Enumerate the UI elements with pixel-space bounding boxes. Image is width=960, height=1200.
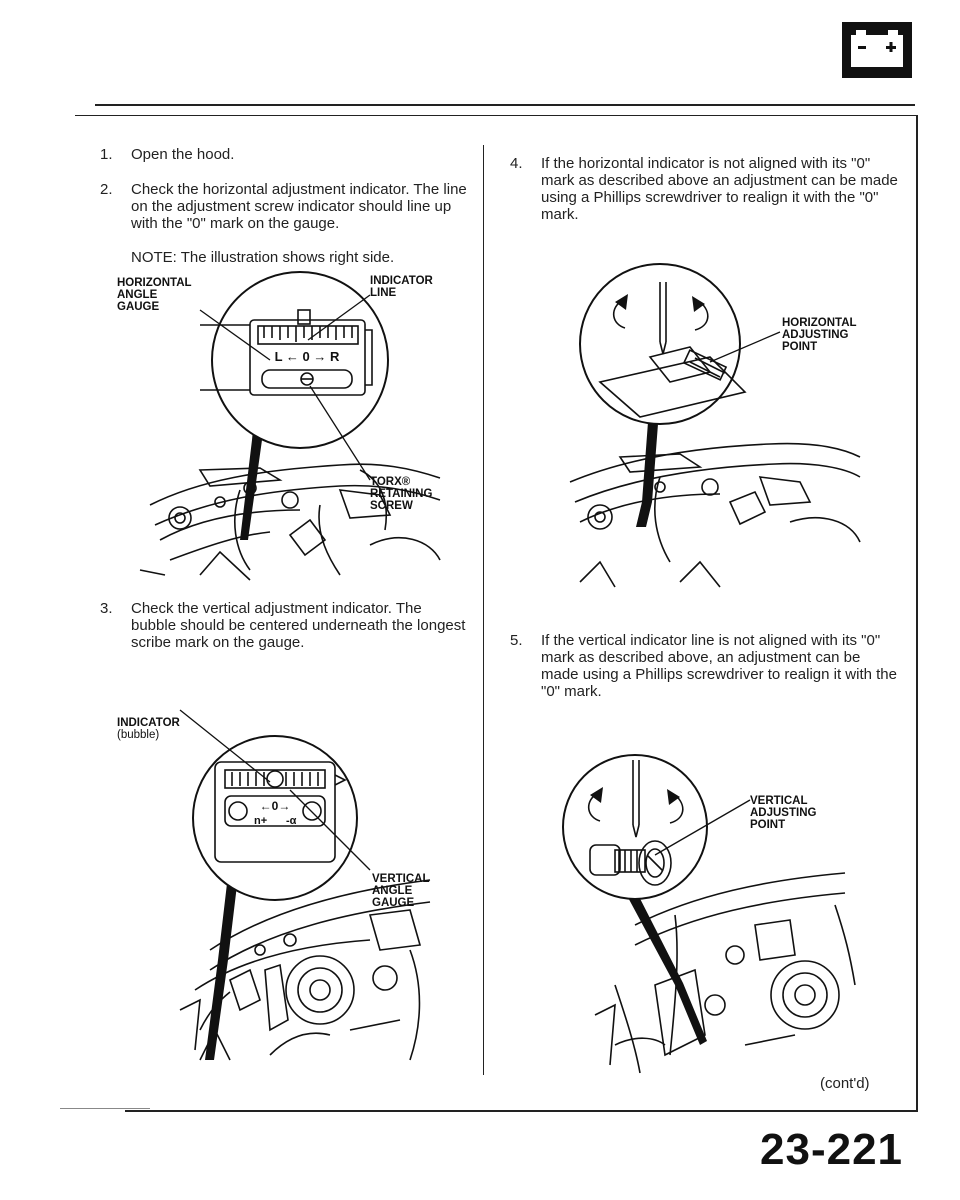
horizontal-adjusting-illustration: [560, 262, 880, 597]
horizontal-gauge-illustration: [140, 290, 460, 590]
battery-icon: [842, 22, 912, 78]
step-4-number: 4.: [510, 155, 523, 172]
step-4-text: If the horizontal indicator is not aligned with its "0" mark as described above an adjustment can be made using a Phillips screwdriver to realign it with the "0" mark.: [541, 155, 898, 223]
step-3-number: 3.: [100, 600, 113, 617]
step-2: [100, 181, 470, 232]
label-indicator-line: INDICATOR LINE: [370, 275, 433, 299]
step-5-text: If the vertical indicator line is not aligned with its "0" mark as described above, an adjustment can be made using a Phillips screwdriver to realign it with the "0" mark.: [541, 632, 897, 700]
label-vertical-adjusting-point: VERTICAL ADJUSTING POINT: [750, 795, 817, 831]
vertical-gauge-left-marking: n+: [254, 815, 268, 827]
bottom-rule: [125, 1110, 918, 1112]
horizontal-gauge-marking: L ← 0 → R: [274, 349, 340, 364]
step-5-number: 5.: [510, 632, 523, 649]
vertical-gauge-illustration: [170, 730, 480, 1065]
label-horizontal-adjusting-point: HORIZONTAL ADJUSTING POINT: [782, 317, 857, 353]
step-3: [100, 600, 470, 651]
vertical-adjusting-illustration: [555, 755, 875, 1075]
bottom-rule-dash: [60, 1108, 150, 1109]
page-number: 23-221: [760, 1125, 904, 1174]
note: NOTE: The illustration shows right side.: [131, 249, 395, 266]
step-2-number: 2.: [100, 181, 113, 198]
step-1-number: 1.: [100, 146, 113, 163]
label-horizontal-angle-gauge: HORIZONTAL ANGLE GAUGE: [117, 277, 192, 313]
vertical-gauge-right-marking: -α: [286, 815, 297, 827]
step-1-text: Open the hood.: [131, 146, 235, 163]
step-4: [510, 155, 900, 223]
continued-label: (cont'd): [820, 1075, 870, 1092]
step-1: [100, 146, 470, 163]
label-indicator-bubble-title: INDICATOR: [117, 717, 180, 729]
step-2-text: Check the horizontal adjustment indicator. The line on the adjustment screw indicator should line up with the "0" mark on the gauge.: [131, 181, 467, 232]
frame-right-border: [916, 115, 918, 1112]
label-vertical-angle-gauge: VERTICAL ANGLE GAUGE: [372, 873, 430, 909]
top-rule: [95, 104, 915, 106]
vertical-gauge-center-marking: ←0→: [259, 799, 291, 813]
frame-top-border: [75, 115, 918, 116]
step-5: [510, 632, 900, 700]
column-divider: [483, 145, 484, 1075]
label-torx-retaining-screw: TORX® RETAINING SCREW: [370, 476, 433, 512]
step-3-text: Check the vertical adjustment indicator. The bubble should be centered underneath the longest scribe mark on the gauge.: [131, 600, 466, 651]
label-indicator-bubble-sub: (bubble): [117, 729, 160, 741]
